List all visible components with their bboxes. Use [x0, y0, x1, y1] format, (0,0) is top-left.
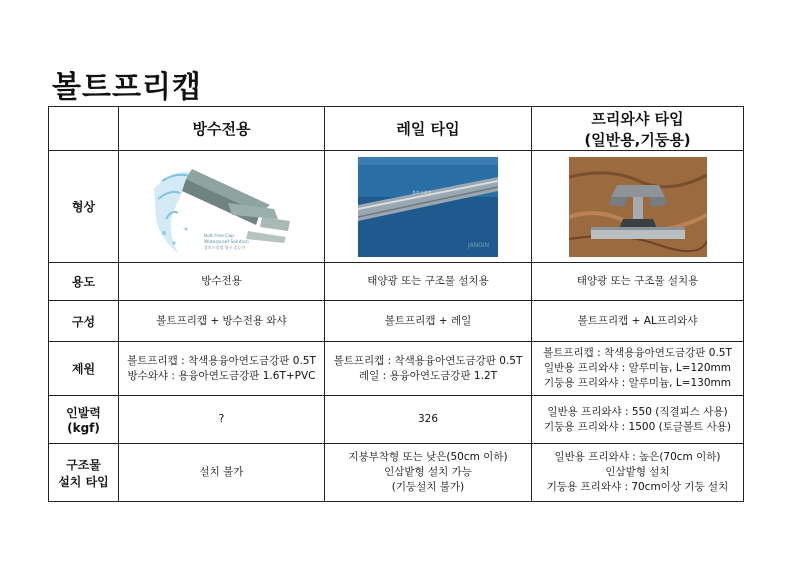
install-line: 인삼밭형 설치 가능	[384, 466, 472, 478]
row-label-pullout-line2: (kgf)	[67, 421, 100, 435]
cell-shape-waterproof	[119, 151, 325, 263]
rail-image-watermark: JANGIN	[468, 241, 490, 249]
row-composition	[49, 301, 744, 342]
spec-line: 볼트프리캡 : 착색용융아연도금강판 0.5T	[333, 354, 523, 367]
install-line: 인삼밭형 설치	[605, 466, 670, 478]
usage-cell-rail: 태양광 또는 구조물 설치용	[325, 263, 532, 301]
spec-cell-waterproof	[119, 342, 325, 396]
row-label-spec: 제원	[49, 342, 119, 396]
install-cell-waterproof: 설치 불가	[119, 444, 325, 502]
pullout-cell-rail: 326	[325, 396, 532, 444]
row-shape	[49, 151, 744, 263]
pullout-cell-freewasher	[532, 396, 744, 444]
row-label-shape: 형상	[49, 151, 119, 263]
freewasher-image	[569, 157, 707, 257]
col-header-rail: 레일 타입	[325, 107, 532, 151]
col-header-freewasher-line1: 프리와샤 타입	[591, 109, 684, 128]
rail-image-text-1: 볼트프리캡	[412, 189, 432, 195]
spec-line: 레일 : 용융아연도금강판 1.2T	[358, 369, 498, 382]
spec-line: 방수와샤 : 용융아연도금강판 1.6T+PVC	[127, 369, 316, 382]
install-line: 기둥용 프리와샤 : 70cm이상 기둥 설치	[546, 481, 729, 493]
header-row	[49, 107, 744, 151]
spec-cell-rail	[325, 342, 532, 396]
row-pullout	[49, 396, 744, 444]
col-header-freewasher-line2: (일반용,기둥용)	[584, 130, 691, 149]
page-title: 볼트프리캡	[52, 70, 202, 105]
cell-shape-rail	[325, 151, 532, 263]
row-label-pullout-line1: 인발력	[66, 406, 101, 420]
row-label-composition: 구성	[49, 301, 119, 342]
pullout-line: 일반용 프리와샤 : 550 (직결피스 사용)	[547, 405, 728, 418]
image-caption-1: Bolt Free Cap	[203, 233, 234, 239]
spec-line: 일반용 프리와샤 : 알루미늄, L=120mm	[544, 362, 731, 374]
install-line: (기둥설치 불가)	[391, 481, 465, 493]
composition-cell-rail: 볼트프리캡 + 레일	[325, 301, 532, 342]
spec-table	[48, 106, 744, 502]
spec-line: 볼트프리캡 : 착색용융아연도금강판 0.5T	[543, 347, 732, 359]
composition-cell-freewasher: 볼트프리캡 + AL프리와샤	[532, 301, 744, 342]
row-label-install-line2: 설치 타입	[58, 474, 109, 489]
pullout-line: 기둥용 프리와샤 : 1500 (토글볼트 사용)	[544, 420, 731, 433]
col-header-freewasher	[532, 107, 744, 151]
install-line: 일반용 프리와샤 : 높은(70cm 이하)	[554, 451, 721, 463]
row-install	[49, 444, 744, 502]
install-line: 지붕부착형 또는 낮은(50cm 이하)	[348, 451, 508, 463]
row-spec	[49, 342, 744, 396]
col-header-waterproof: 방수전용	[119, 107, 325, 151]
usage-cell-freewasher: 태양광 또는 구조물 설치용	[532, 263, 744, 301]
row-label-usage: 용도	[49, 263, 119, 301]
image-caption-3: 볼트프리캡 방수 솔루션	[203, 244, 245, 250]
spec-line: 볼트프리캡 : 착색용융아연도금강판 0.5T	[127, 354, 316, 367]
waterproof-cap-image	[152, 159, 292, 255]
image-caption-2: Waterproof Solution	[203, 239, 249, 245]
rail-cap-image	[358, 157, 498, 257]
spec-line: 기둥용 프리와샤 : 알루미늄, L=130mm	[544, 377, 731, 389]
row-label-install-line1: 구조물	[66, 457, 101, 472]
usage-cell-waterproof: 방수전용	[119, 263, 325, 301]
spec-cell-freewasher	[532, 342, 744, 396]
install-cell-freewasher	[532, 444, 744, 502]
cell-shape-freewasher	[532, 151, 744, 263]
composition-cell-waterproof: 볼트프리캡 + 방수전용 와샤	[119, 301, 325, 342]
corner-cell	[49, 107, 119, 151]
install-cell-rail	[325, 444, 532, 502]
row-label-pullout	[49, 396, 119, 444]
row-label-install	[49, 444, 119, 502]
pullout-cell-waterproof: ?	[119, 396, 325, 444]
row-usage	[49, 263, 744, 301]
